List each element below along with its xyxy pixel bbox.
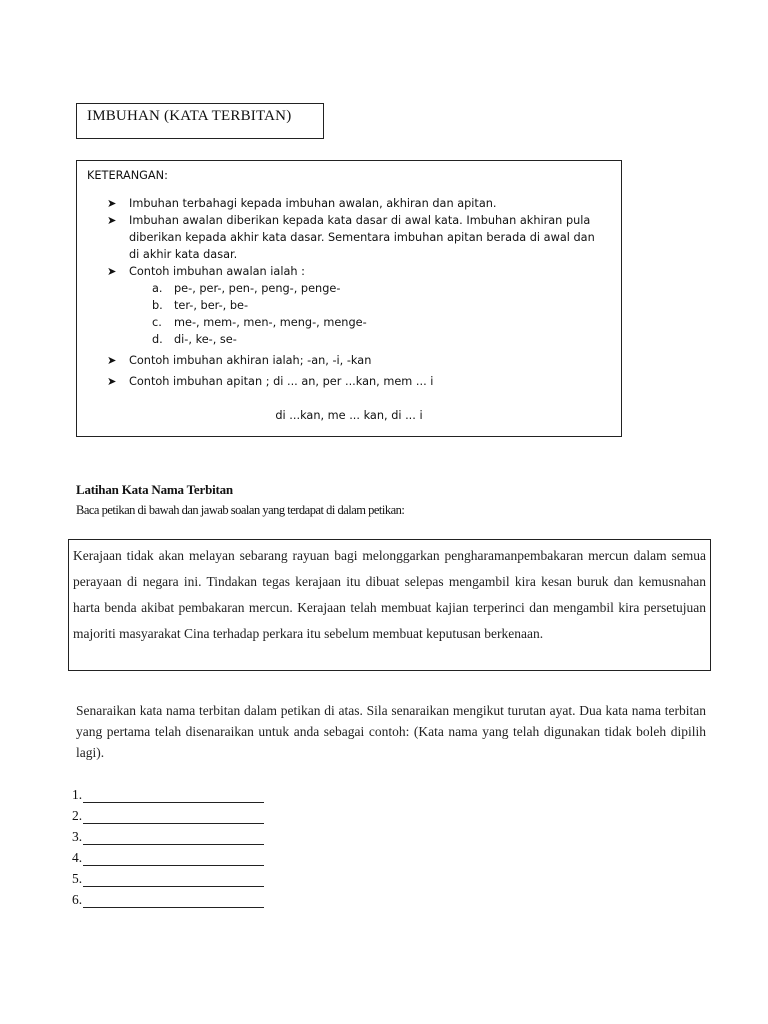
document-title: IMBUHAN (KATA TERBITAN) bbox=[87, 108, 292, 124]
answer-list bbox=[72, 782, 264, 908]
awalan-example: c. me-, mem-, men-, meng-, menge- bbox=[152, 316, 367, 329]
keterangan-list bbox=[107, 195, 607, 390]
answer-item: 4. bbox=[72, 845, 264, 866]
exercise-instructions: Senaraikan kata nama terbitan dalam petikan di atas. Sila senaraikan mengikut turutan ayat. Dua kata nama terbitan yang pertama telah disenaraikan untuk anda sebagai contoh: (Kata nama yang telah digunakan tidak boleh dipilih lagi). bbox=[76, 703, 706, 760]
document-title-box bbox=[76, 103, 324, 139]
awalan-example: b. ter-, ber-, be- bbox=[152, 299, 249, 312]
arrowhead-bullet-icon: ➤ bbox=[107, 197, 117, 210]
answer-blank-line[interactable] bbox=[83, 871, 264, 887]
answer-blank-line[interactable] bbox=[83, 787, 264, 803]
keterangan-point: ➤ Contoh imbuhan apitan ; di ... an, per ...kan, mem ... i bbox=[107, 375, 434, 388]
exercise-subtitle: Baca petikan di bawah dan jawab soalan yang terdapat di dalam petikan: bbox=[76, 503, 405, 517]
answer-blank-line[interactable] bbox=[83, 808, 264, 824]
keterangan-heading: KETERANGAN: bbox=[87, 169, 168, 182]
answer-blank-line[interactable] bbox=[83, 892, 264, 908]
answer-blank-line[interactable] bbox=[83, 829, 264, 845]
arrowhead-bullet-icon: ➤ bbox=[107, 354, 117, 367]
arrowhead-bullet-icon: ➤ bbox=[107, 214, 117, 227]
keterangan-point: ➤ Imbuhan awalan diberikan kepada kata dasar di awal kata. Imbuhan akhiran pula diberikan kepada akhir kata dasar. Sementara imbuhan apitan berada di awal dan di akhir kata dasar. bbox=[107, 214, 595, 261]
keterangan-point: ➤ Contoh imbuhan awalan ialah : a. pe-, per-, pen-, peng-, penge- b. ter-, ber-, be- c. me-, mem-, men-, meng-, menge- d. di-, ke-, se- bbox=[107, 263, 607, 348]
awalan-example: d. di-, ke-, se- bbox=[152, 333, 237, 346]
awalan-examples-list bbox=[129, 280, 607, 348]
arrowhead-bullet-icon: ➤ bbox=[107, 265, 117, 278]
answer-item: 3. bbox=[72, 824, 264, 845]
answer-item: 2. bbox=[72, 803, 264, 824]
awalan-example: a. pe-, per-, pen-, peng-, penge- bbox=[152, 282, 341, 295]
answer-item: 6. bbox=[72, 887, 264, 908]
answer-item: 1. bbox=[72, 782, 264, 803]
answer-item: 5. bbox=[72, 866, 264, 887]
arrowhead-bullet-icon: ➤ bbox=[107, 375, 117, 388]
keterangan-point: ➤ Contoh imbuhan akhiran ialah; -an, -i, -kan bbox=[107, 354, 372, 367]
keterangan-point: ➤ Imbuhan terbahagi kepada imbuhan awalan, akhiran dan apitan. bbox=[107, 197, 497, 210]
passage-box bbox=[68, 539, 711, 671]
answer-blank-line[interactable] bbox=[83, 850, 264, 866]
passage-text: Kerajaan tidak akan melayan sebarang rayuan bagi melonggarkan pengharamanpembakaran mercun dalam semua perayaan di negara ini. Tindakan tegas kerajaan itu dibuat selepas mengambil kira kesan buruk dan kemusnahan harta benda akibat pembakaran mercun. Kerajaan telah membuat kajian terperinci dan mengambil kira persetujuan majoriti masyarakat Cina terhadap perkara itu sebelum membuat keputusan berkenaan. bbox=[73, 548, 706, 641]
keterangan-box bbox=[76, 160, 622, 437]
exercise-title: Latihan Kata Nama Terbitan bbox=[76, 482, 233, 497]
apitan-more-examples: di ...kan, me ... kan, di ... i bbox=[275, 409, 423, 422]
